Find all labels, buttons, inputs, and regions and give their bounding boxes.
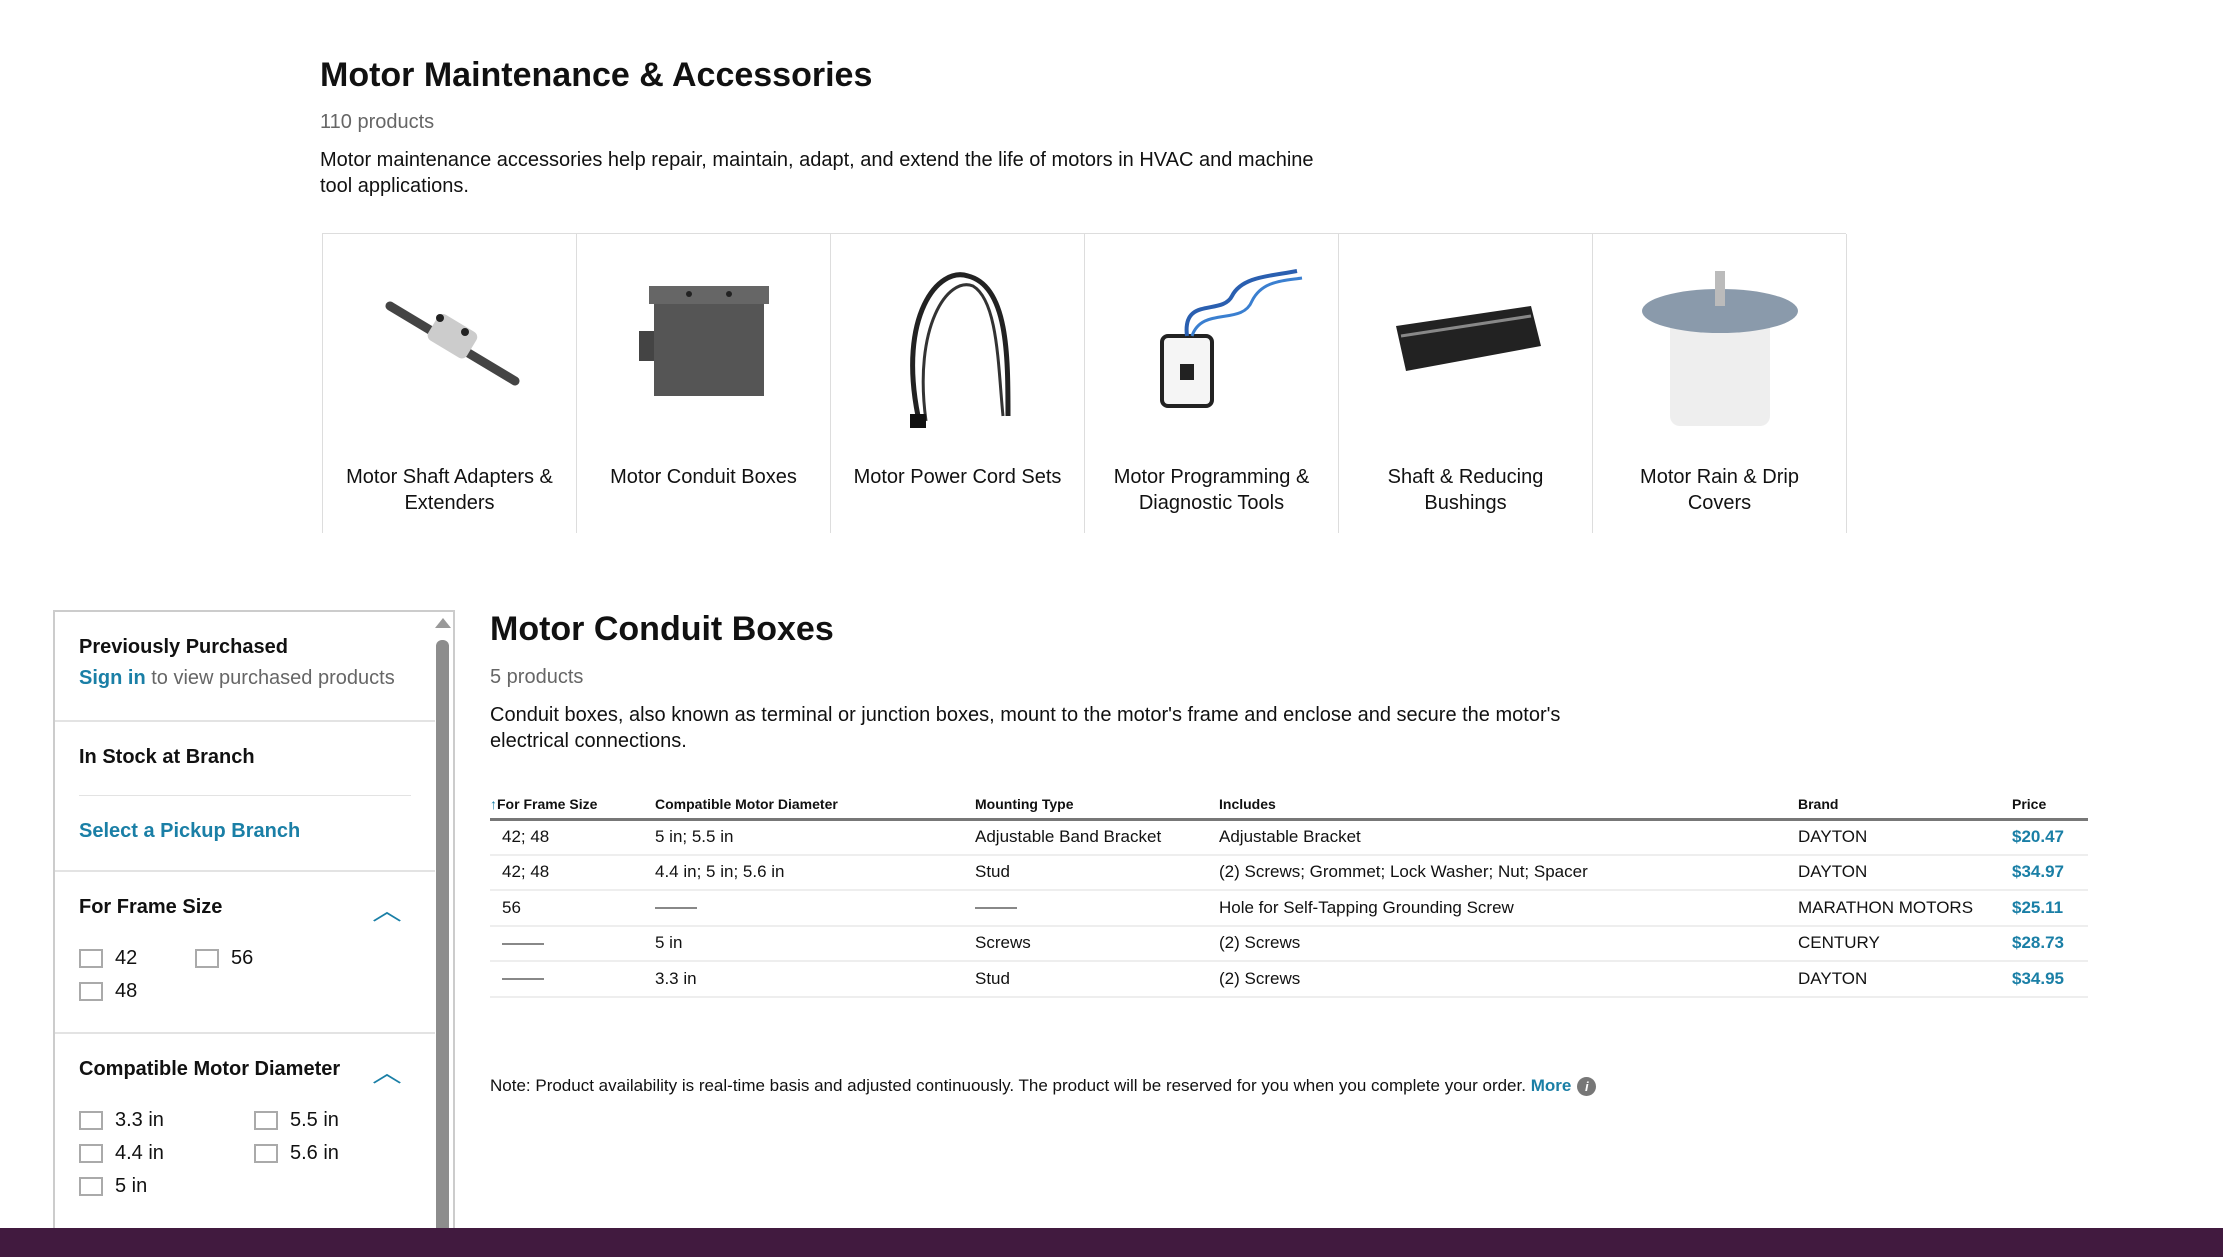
frame-size-cell: 42; 48 — [490, 855, 655, 891]
category-description: Motor maintenance accessories help repair, maintain, adapt, and extend the life of motors in HVAC and machine tool applications. — [320, 149, 1314, 197]
info-icon[interactable]: i — [1577, 1077, 1596, 1096]
motor-diameter-title: Compatible Motor Diameter — [79, 1058, 341, 1080]
column-header-frame-size[interactable]: ↑For Frame Size — [490, 790, 655, 819]
sort-asc-icon: ↑ — [490, 795, 497, 812]
more-link[interactable]: More — [1530, 1076, 1572, 1095]
includes-cell: Hole for Self-Tapping Grounding Screw — [1219, 890, 1798, 926]
previously-purchased-section — [55, 612, 435, 722]
diameter-checkbox[interactable]: 4.4 in — [79, 1142, 254, 1165]
tile-motor-conduit-boxes[interactable] — [576, 234, 831, 533]
frame-size-checkbox[interactable]: 56 — [195, 947, 311, 970]
scroll-up-arrow[interactable] — [435, 618, 451, 628]
brand-cell: DAYTON — [1798, 819, 2012, 855]
tile-label: Motor Power Cord Sets — [853, 466, 1062, 488]
column-header-mounting-type[interactable]: Mounting Type — [975, 790, 1219, 819]
frame-size-cell: 42; 48 — [490, 819, 655, 855]
diameter-checkbox[interactable]: 3.3 in — [79, 1109, 254, 1132]
frame-size-cell: 56 — [490, 890, 655, 926]
includes-cell: (2) Screws; Grommet; Lock Washer; Nut; Spacer — [1219, 855, 1798, 891]
mounting-type-cell: Stud — [975, 855, 1219, 891]
tile-label: Motor Shaft Adapters & Extenders — [346, 466, 553, 514]
mounting-type-cell: Screws — [975, 926, 1219, 962]
diameter-cell: 3.3 in — [655, 961, 975, 997]
brand-cell: DAYTON — [1798, 855, 2012, 891]
frame-size-checkbox[interactable]: 42 — [79, 947, 195, 970]
in-stock-title: In Stock at Branch — [79, 746, 255, 768]
diameter-checkbox[interactable]: 5.5 in — [254, 1109, 370, 1132]
includes-cell: (2) Screws — [1219, 961, 1798, 997]
main-count: 5 products — [490, 666, 584, 688]
diameter-cell — [655, 890, 975, 926]
product-table — [490, 790, 2088, 998]
brand-cell: DAYTON — [1798, 961, 2012, 997]
table-row[interactable] — [490, 926, 2088, 962]
sign-in-hint: to view purchased products — [145, 667, 395, 689]
shaft-adapter-image — [350, 256, 550, 436]
tile-label: Motor Conduit Boxes — [610, 466, 797, 488]
tile-motor-rain-drip-covers[interactable] — [1592, 234, 1847, 533]
frame-size-checkbox[interactable]: 48 — [79, 980, 195, 1003]
column-header-brand[interactable]: Brand — [1798, 790, 2012, 819]
empty-value-dash — [502, 943, 544, 945]
brand-cell: CENTURY — [1798, 926, 2012, 962]
in-stock-section — [55, 722, 435, 872]
price-cell[interactable]: $25.11 — [2012, 890, 2088, 926]
diameter-cell: 4.4 in; 5 in; 5.6 in — [655, 855, 975, 891]
select-pickup-branch-link[interactable]: Select a Pickup Branch — [79, 795, 411, 843]
table-row[interactable] — [490, 819, 2088, 855]
price-cell[interactable]: $34.95 — [2012, 961, 2088, 997]
column-header-diameter[interactable]: Compatible Motor Diameter — [655, 790, 975, 819]
diameter-checkbox[interactable]: 5 in — [79, 1175, 254, 1198]
category-count: 110 products — [320, 111, 435, 133]
sidebar-scrollbar[interactable] — [436, 640, 449, 1230]
note-text: Note: Product availability is real-time basis and adjusted continuously. The product will be reserved for you when you complete your order. — [490, 1076, 1526, 1095]
chevron-up-icon[interactable]: ︿ — [373, 1064, 401, 1086]
diameter-cell: 5 in — [655, 926, 975, 962]
tile-label: Shaft & Reducing Bushings — [1387, 466, 1544, 514]
empty-value-dash — [502, 978, 544, 980]
price-cell[interactable]: $20.47 — [2012, 819, 2088, 855]
power-cord-image — [858, 256, 1058, 436]
drip-cover-image — [1620, 256, 1820, 436]
diagnostic-tool-image — [1112, 256, 1312, 436]
table-row[interactable] — [490, 855, 2088, 891]
frame-size-cell — [490, 926, 655, 962]
mounting-type-cell: Adjustable Band Bracket — [975, 819, 1219, 855]
table-row[interactable] — [490, 961, 2088, 997]
frame-size-title: For Frame Size — [79, 896, 223, 918]
column-header-price[interactable]: Price — [2012, 790, 2088, 819]
filter-sidebar — [53, 610, 455, 1230]
conduit-box-image — [604, 256, 804, 436]
footer-bar — [0, 1228, 2223, 1257]
empty-value-dash — [655, 907, 697, 909]
mounting-type-cell — [975, 890, 1219, 926]
frame-size-cell — [490, 961, 655, 997]
mounting-type-cell: Stud — [975, 961, 1219, 997]
main-title: Motor Conduit Boxes — [490, 610, 834, 648]
chevron-up-icon[interactable]: ︿ — [373, 902, 401, 924]
empty-value-dash — [975, 907, 1017, 909]
diameter-cell: 5 in; 5.5 in — [655, 819, 975, 855]
category-title: Motor Maintenance & Accessories — [320, 56, 873, 94]
tile-motor-programming-tools[interactable] — [1084, 234, 1339, 533]
includes-cell: Adjustable Bracket — [1219, 819, 1798, 855]
price-cell[interactable]: $34.97 — [2012, 855, 2088, 891]
table-row[interactable] — [490, 890, 2088, 926]
subcategory-tiles — [322, 233, 1846, 533]
brand-cell: MARATHON MOTORS — [1798, 890, 2012, 926]
tile-motor-shaft-adapters[interactable] — [322, 234, 577, 533]
diameter-checkbox[interactable]: 5.6 in — [254, 1142, 370, 1165]
tile-shaft-reducing-bushings[interactable] — [1338, 234, 1593, 533]
tile-motor-power-cord-sets[interactable] — [830, 234, 1085, 533]
column-header-includes[interactable]: Includes — [1219, 790, 1798, 819]
main-description: Conduit boxes, also known as terminal or junction boxes, mount to the motor's frame and enclose and secure the motor's electrical connections. — [490, 704, 1561, 752]
price-cell[interactable]: $28.73 — [2012, 926, 2088, 962]
bushing-image — [1366, 256, 1566, 436]
sign-in-link[interactable]: Sign in — [79, 667, 146, 689]
previously-purchased-title: Previously Purchased — [79, 636, 288, 658]
tile-label: Motor Programming & Diagnostic Tools — [1113, 466, 1310, 514]
motor-diameter-filter — [55, 1034, 435, 1198]
availability-note — [490, 1076, 1596, 1096]
includes-cell: (2) Screws — [1219, 926, 1798, 962]
tile-label: Motor Rain & Drip Covers — [1640, 466, 1799, 514]
frame-size-filter — [55, 872, 435, 1034]
